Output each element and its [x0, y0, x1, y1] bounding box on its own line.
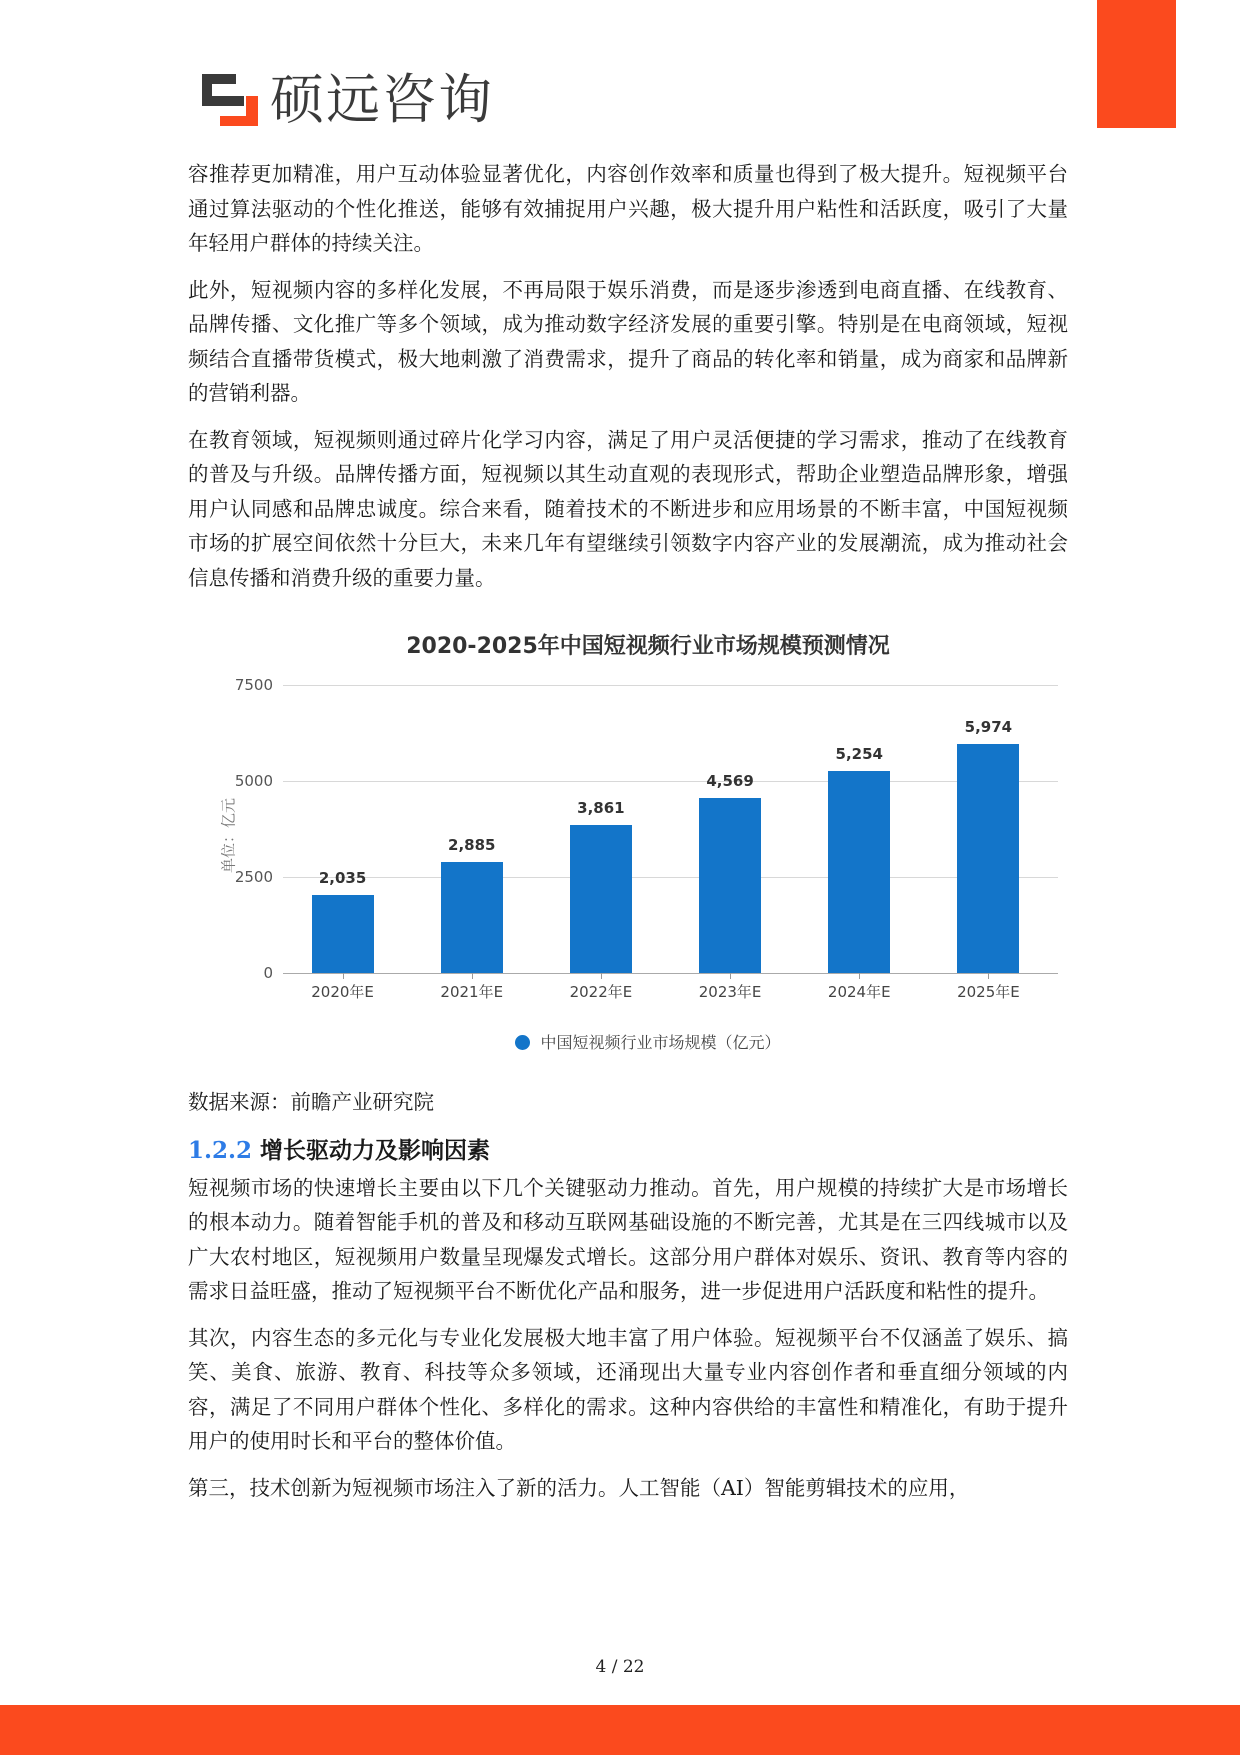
x-tick-mark: [472, 973, 473, 979]
x-tick-mark: [859, 973, 860, 979]
legend-label: 中国短视频行业市场规模（亿元）: [540, 1033, 781, 1052]
bar-value-label: 5,974: [964, 717, 1013, 736]
bar: [957, 744, 1019, 973]
x-tick-label: 2025年E: [957, 983, 1020, 1001]
page-number: 4 / 22: [595, 1657, 645, 1677]
data-source: 数据来源：前瞻产业研究院: [188, 1090, 434, 1114]
bar: [828, 771, 890, 973]
x-tick-label: 2023年E: [698, 983, 762, 1001]
bar: [699, 798, 761, 973]
section-heading: [188, 1132, 1068, 1165]
brand-name: 硕远咨询: [270, 68, 494, 131]
brand-logo: [202, 68, 494, 131]
bar-value-label: 4,569: [706, 771, 754, 790]
x-tick-label: 2021年E: [440, 983, 504, 1001]
corner-accent-bar: [1097, 0, 1176, 128]
market-size-bar-chart: [198, 615, 1098, 1085]
gridline: [283, 685, 1058, 686]
x-tick-label: 2022年E: [569, 983, 633, 1001]
chart-legend: [198, 1030, 1098, 1053]
bottom-accent-bar: [0, 1705, 1240, 1755]
bar: [312, 895, 374, 973]
document-body: [188, 157, 1068, 1517]
bar-value-label: 5,254: [835, 745, 883, 764]
gridline: [283, 781, 1058, 782]
bar: [441, 862, 503, 973]
paragraph: 第三，技术创新为短视频市场注入了新的活力。人工智能（AI）智能剪辑技术的应用，: [188, 1475, 970, 1500]
paragraph: 其次，内容生态的多元化与专业化发展极大地丰富了用户体验。短视频平台不仅涵盖了娱乐、搞笑、美食、旅游、教育、科技等众多领域，还涌现出大量专业内容创作者和垂直细分领域的内容，满足了不同用户群体个性化、多样化的需求。这种内容供给的丰富性和精准化，有助于提升用户的使用时长和平台的整体价值。: [188, 1325, 1068, 1453]
x-tick-mark: [730, 973, 731, 979]
logo-mark-icon: [202, 74, 258, 126]
x-tick-mark: [343, 973, 344, 979]
x-tick-mark: [601, 973, 602, 979]
paragraph: 此外，短视频内容的多样化发展，不再局限于娱乐消费，而是逐步渗透到电商直播、在线教育、品牌传播、文化推广等多个领域，成为推动数字经济发展的重要引擎。特别是在电商领域，短视频结合直播带货模式，极大地刺激了消费需求，提升了商品的转化率和销量，成为商家和品牌新的营销利器。: [188, 277, 1068, 405]
plot-area: [234, 676, 1058, 1001]
paragraph: 在教育领域，短视频则通过碎片化学习内容，满足了用户灵活便捷的学习需求，推动了在线教育的普及与升级。品牌传播方面，短视频以其生动直观的表现形式，帮助企业塑造品牌形象，增强用户认同感和品牌忠诚度。综合来看，随着技术的不断进步和应用场景的不断丰富，中国短视频市场的扩展空间依然十分巨大，未来几年有望继续引领数字内容产业的发展潮流，成为推动社会信息传播和消费升级的重要力量。: [188, 427, 1068, 590]
x-tick-label: 2020年E: [311, 983, 374, 1001]
bar: [570, 825, 632, 973]
x-tick-mark: [988, 973, 989, 979]
gridline: [283, 877, 1058, 878]
x-tick-label: 2024年E: [827, 983, 891, 1001]
section-title: 增长驱动力及影响因素: [260, 1137, 491, 1164]
y-tick-label: 5000: [234, 772, 273, 790]
bar-value-label: 2,035: [318, 868, 367, 887]
x-axis-line: [283, 973, 1058, 974]
bar-value-label: 2,885: [448, 836, 496, 855]
paragraph: 短视频市场的快速增长主要由以下几个关键驱动力推动。首先，用户规模的持续扩大是市场增长的根本动力。随着智能手机的普及和移动互联网基础设施的不断完善，尤其是在三四线城市以及广大农村地区，短视频用户数量呈现爆发式增长。这部分用户群体对娱乐、资讯、教育等内容的需求日益旺盛，推动了短视频平台不断优化产品和服务，进一步促进用户活跃度和粘性的提升。: [188, 1175, 1068, 1303]
y-tick-label: 7500: [234, 676, 273, 694]
y-tick-label: 0: [263, 964, 273, 982]
paragraph: 容推荐更加精准，用户互动体验显著优化，内容创作效率和质量也得到了极大提升。短视频平台通过算法驱动的个性化推送，能够有效捕捉用户兴趣，极大提升用户粘性和活跃度，吸引了大量年轻用户群体的持续关注。: [188, 162, 1068, 255]
section-number: 1.2.2: [188, 1136, 253, 1164]
chart-title: 2020-2025年中国短视频行业市场规模预测情况: [406, 634, 890, 659]
legend-dot-icon: [515, 1035, 530, 1050]
y-tick-label: 2500: [234, 868, 273, 886]
y-axis-title: 单位：亿元: [219, 798, 238, 874]
bar-value-label: 3,861: [577, 798, 625, 817]
